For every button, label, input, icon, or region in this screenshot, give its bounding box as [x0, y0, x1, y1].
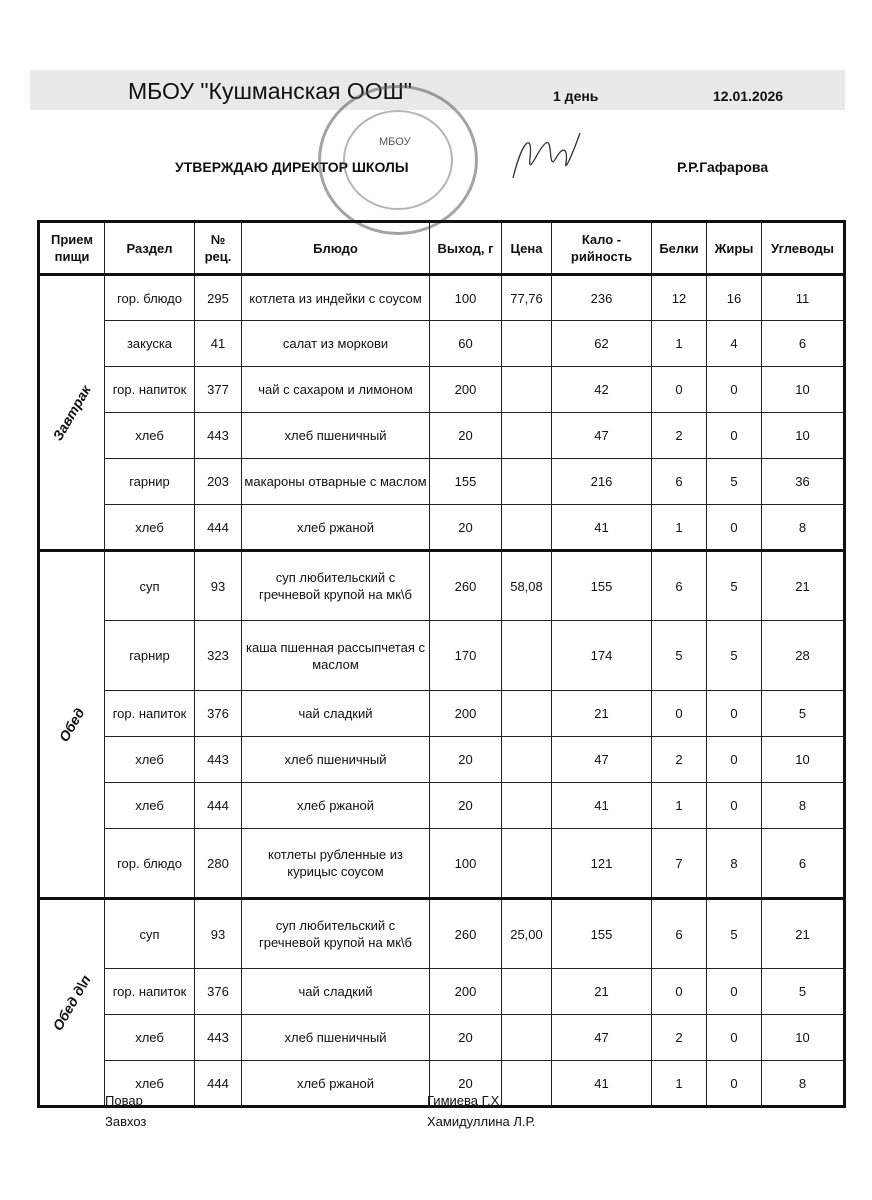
protein-cell: 1 — [652, 505, 707, 551]
fat-cell: 4 — [707, 321, 762, 367]
fat-cell: 5 — [707, 459, 762, 505]
yield-cell: 170 — [430, 621, 502, 691]
dish-cell: котлеты рубленные из курицыс соусом — [242, 829, 430, 899]
carbs-cell: 28 — [762, 621, 845, 691]
cal-cell: 155 — [552, 899, 652, 969]
column-header: Прием пищи — [39, 222, 105, 275]
column-header: Углеводы — [762, 222, 845, 275]
yield-cell: 20 — [430, 413, 502, 459]
price-cell — [502, 413, 552, 459]
price-cell: 25,00 — [502, 899, 552, 969]
stamp-text: МБОУ — [379, 136, 411, 148]
table-row — [39, 829, 845, 899]
recipe-cell: 443 — [195, 1015, 242, 1061]
recipe-cell: 444 — [195, 783, 242, 829]
fat-cell: 8 — [707, 829, 762, 899]
protein-cell: 6 — [652, 899, 707, 969]
menu-day: 1 день — [553, 88, 599, 104]
dish-cell: чай сладкий — [242, 969, 430, 1015]
table-row — [39, 1015, 845, 1061]
cal-cell: 21 — [552, 969, 652, 1015]
fat-cell: 0 — [707, 413, 762, 459]
table-row — [39, 783, 845, 829]
cook-label: Повар — [105, 1093, 143, 1108]
carbs-cell: 5 — [762, 691, 845, 737]
table-row — [39, 621, 845, 691]
section-cell: суп — [105, 551, 195, 621]
dish-cell: чай с сахаром и лимоном — [242, 367, 430, 413]
table-row — [39, 275, 845, 321]
protein-cell: 2 — [652, 1015, 707, 1061]
price-cell — [502, 621, 552, 691]
protein-cell: 6 — [652, 459, 707, 505]
price-cell — [502, 691, 552, 737]
menu-date: 12.01.2026 — [713, 88, 784, 104]
table-row — [39, 969, 845, 1015]
fat-cell: 0 — [707, 783, 762, 829]
column-header: № рец. — [195, 222, 242, 275]
dish-cell: каша пшенная рассыпчетая с маслом — [242, 621, 430, 691]
fat-cell: 0 — [707, 737, 762, 783]
table-row — [39, 459, 845, 505]
protein-cell: 1 — [652, 321, 707, 367]
recipe-cell: 377 — [195, 367, 242, 413]
yield-cell: 100 — [430, 275, 502, 321]
dish-cell: хлеб пшеничный — [242, 1015, 430, 1061]
yield-cell: 20 — [430, 1015, 502, 1061]
table-row — [39, 413, 845, 459]
recipe-cell: 41 — [195, 321, 242, 367]
cal-cell: 121 — [552, 829, 652, 899]
protein-cell: 7 — [652, 829, 707, 899]
cal-cell: 174 — [552, 621, 652, 691]
cal-cell: 42 — [552, 367, 652, 413]
fat-cell: 5 — [707, 621, 762, 691]
recipe-cell: 376 — [195, 691, 242, 737]
dish-cell: суп любительский с гречневой крупой на мк\б — [242, 899, 430, 969]
fat-cell: 5 — [707, 899, 762, 969]
table-row — [39, 505, 845, 551]
cal-cell: 41 — [552, 783, 652, 829]
meal-label: Обед д\п — [49, 971, 94, 1033]
section-cell: хлеб — [105, 413, 195, 459]
fat-cell: 0 — [707, 367, 762, 413]
column-header: Жиры — [707, 222, 762, 275]
cal-cell: 47 — [552, 737, 652, 783]
column-header: Блюдо — [242, 222, 430, 275]
section-cell: хлеб — [105, 1061, 195, 1107]
cal-cell: 41 — [552, 1061, 652, 1107]
table-row — [39, 321, 845, 367]
yield-cell: 260 — [430, 551, 502, 621]
fat-cell: 0 — [707, 969, 762, 1015]
price-cell — [502, 969, 552, 1015]
price-cell — [502, 1061, 552, 1107]
school-stamp — [318, 85, 478, 235]
table-row — [39, 367, 845, 413]
carbs-cell: 8 — [762, 505, 845, 551]
dish-cell: суп любительский с гречневой крупой на мк\б — [242, 551, 430, 621]
cal-cell: 47 — [552, 1015, 652, 1061]
cal-cell: 21 — [552, 691, 652, 737]
fat-cell: 0 — [707, 691, 762, 737]
section-cell: хлеб — [105, 737, 195, 783]
price-cell: 77,76 — [502, 275, 552, 321]
yield-cell: 100 — [430, 829, 502, 899]
column-header: Белки — [652, 222, 707, 275]
section-cell: гарнир — [105, 621, 195, 691]
yield-cell: 20 — [430, 783, 502, 829]
protein-cell: 0 — [652, 969, 707, 1015]
carbs-cell: 21 — [762, 551, 845, 621]
dish-cell: хлеб ржаной — [242, 783, 430, 829]
director-signature — [508, 128, 588, 188]
protein-cell: 2 — [652, 413, 707, 459]
dish-cell: хлеб ржаной — [242, 1061, 430, 1107]
carbs-cell: 10 — [762, 413, 845, 459]
meal-label: Обед — [55, 704, 88, 744]
yield-cell: 20 — [430, 737, 502, 783]
recipe-cell: 323 — [195, 621, 242, 691]
carbs-cell: 6 — [762, 321, 845, 367]
cal-cell: 155 — [552, 551, 652, 621]
recipe-cell: 444 — [195, 505, 242, 551]
carbs-cell: 11 — [762, 275, 845, 321]
section-cell: гор. блюдо — [105, 275, 195, 321]
recipe-cell: 443 — [195, 737, 242, 783]
cal-cell: 216 — [552, 459, 652, 505]
meal-cell — [39, 275, 105, 551]
section-cell: хлеб — [105, 505, 195, 551]
cal-cell: 236 — [552, 275, 652, 321]
table-row — [39, 551, 845, 621]
recipe-cell: 93 — [195, 551, 242, 621]
price-cell: 58,08 — [502, 551, 552, 621]
carbs-cell: 36 — [762, 459, 845, 505]
dish-cell: хлеб пшеничный — [242, 737, 430, 783]
protein-cell: 0 — [652, 691, 707, 737]
price-cell — [502, 505, 552, 551]
menu-table — [37, 220, 846, 1108]
recipe-cell: 93 — [195, 899, 242, 969]
yield-cell: 60 — [430, 321, 502, 367]
table-row — [39, 737, 845, 783]
table-row — [39, 899, 845, 969]
dish-cell: хлеб ржаной — [242, 505, 430, 551]
column-header: Раздел — [105, 222, 195, 275]
section-cell: суп — [105, 899, 195, 969]
carbs-cell: 10 — [762, 367, 845, 413]
recipe-cell: 444 — [195, 1061, 242, 1107]
column-header: Кало - рийность — [552, 222, 652, 275]
column-header: Цена — [502, 222, 552, 275]
section-cell: хлеб — [105, 1015, 195, 1061]
meal-cell — [39, 551, 105, 899]
dish-cell: макароны отварные с маслом — [242, 459, 430, 505]
approval-line: УТВЕРЖДАЮ ДИРЕКТОР ШКОЛЫ — [175, 159, 409, 175]
price-cell — [502, 829, 552, 899]
carbs-cell: 8 — [762, 1061, 845, 1107]
dish-cell: салат из моркови — [242, 321, 430, 367]
section-cell: гор. блюдо — [105, 829, 195, 899]
organization-title: МБОУ "Кушманская ООШ" — [128, 78, 412, 104]
protein-cell: 5 — [652, 621, 707, 691]
section-cell: хлеб — [105, 783, 195, 829]
protein-cell: 12 — [652, 275, 707, 321]
price-cell — [502, 321, 552, 367]
dish-cell: чай сладкий — [242, 691, 430, 737]
section-cell: закуска — [105, 321, 195, 367]
manager-name: Хамидуллина Л.Р. — [427, 1114, 536, 1129]
director-name: Р.Р.Гафарова — [677, 159, 769, 175]
protein-cell: 2 — [652, 737, 707, 783]
carbs-cell: 5 — [762, 969, 845, 1015]
protein-cell: 1 — [652, 1061, 707, 1107]
cook-name: Гимиева Г.Х. — [427, 1093, 503, 1108]
cal-cell: 47 — [552, 413, 652, 459]
fat-cell: 5 — [707, 551, 762, 621]
section-cell: гор. напиток — [105, 367, 195, 413]
cal-cell: 41 — [552, 505, 652, 551]
fat-cell: 0 — [707, 1015, 762, 1061]
protein-cell: 6 — [652, 551, 707, 621]
yield-cell: 200 — [430, 969, 502, 1015]
fat-cell: 0 — [707, 505, 762, 551]
manager-label: Завхоз — [105, 1114, 147, 1129]
dish-cell: котлета из индейки с соусом — [242, 275, 430, 321]
carbs-cell: 8 — [762, 783, 845, 829]
carbs-cell: 10 — [762, 1015, 845, 1061]
yield-cell: 155 — [430, 459, 502, 505]
column-header: Выход, г — [430, 222, 502, 275]
section-cell: гор. напиток — [105, 691, 195, 737]
fat-cell: 0 — [707, 1061, 762, 1107]
carbs-cell: 10 — [762, 737, 845, 783]
recipe-cell: 295 — [195, 275, 242, 321]
yield-cell: 260 — [430, 899, 502, 969]
dish-cell: хлеб пшеничный — [242, 413, 430, 459]
yield-cell: 200 — [430, 691, 502, 737]
yield-cell: 20 — [430, 1061, 502, 1107]
protein-cell: 0 — [652, 367, 707, 413]
table-row — [39, 691, 845, 737]
price-cell — [502, 737, 552, 783]
section-cell: гор. напиток — [105, 969, 195, 1015]
table-header — [39, 222, 845, 275]
price-cell — [502, 459, 552, 505]
recipe-cell: 443 — [195, 413, 242, 459]
yield-cell: 200 — [430, 367, 502, 413]
yield-cell: 20 — [430, 505, 502, 551]
recipe-cell: 280 — [195, 829, 242, 899]
price-cell — [502, 783, 552, 829]
section-cell: гарнир — [105, 459, 195, 505]
protein-cell: 1 — [652, 783, 707, 829]
recipe-cell: 376 — [195, 969, 242, 1015]
cal-cell: 62 — [552, 321, 652, 367]
price-cell — [502, 367, 552, 413]
price-cell — [502, 1015, 552, 1061]
carbs-cell: 6 — [762, 829, 845, 899]
meal-label: Завтрак — [49, 381, 94, 443]
meal-cell — [39, 899, 105, 1107]
fat-cell: 16 — [707, 275, 762, 321]
recipe-cell: 203 — [195, 459, 242, 505]
carbs-cell: 21 — [762, 899, 845, 969]
